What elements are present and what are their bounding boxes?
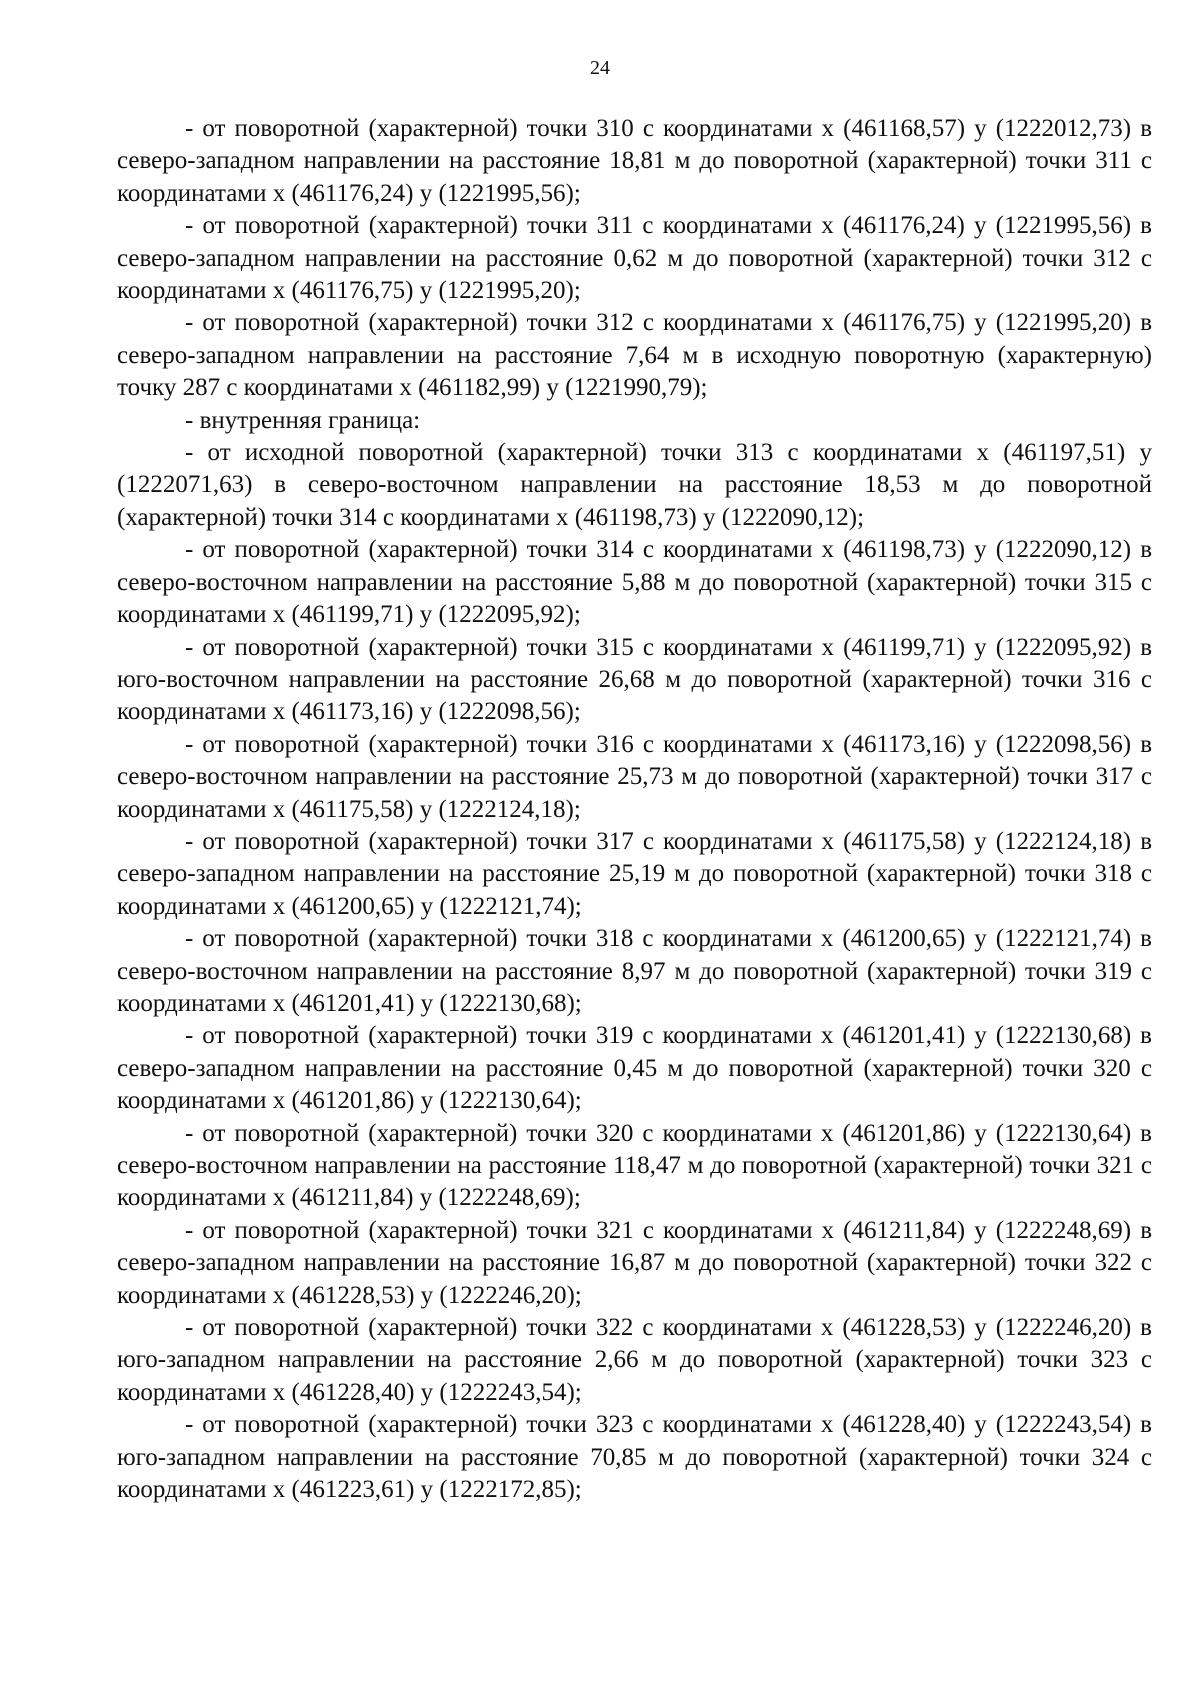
- boundary-segment-310-311: - от поворотной (характерной) точки 310 с координатами х (461168,57) у (1222012,73) в северо-западном направлении на расстояние 18,81 м до поворотной (характерной) точки 311 с координатами х (461176,24) у (1221995,56);: [117, 115, 1152, 207]
- boundary-segment-316-317: - от поворотной (характерной) точки 316 с координатами х (461173,16) у (1222098,56) в северо-восточном направлении на расстояние 25,73 м до поворотной (характерной) точки 317 с координатами х (461175,58) у (1222124,18);: [117, 730, 1152, 823]
- boundary-segment-323-324: - от поворотной (характерной) точки 323 с координатами х (461228,40) у (1222243,54) в юго-западном направлении на расстояние 70,85 м до поворотной (характерной) точки 324 с координатами х (461223,61) у (1222172,85);: [117, 1411, 1152, 1504]
- document-body: [117, 113, 1152, 1506]
- boundary-segment-317-318: - от поворотной (характерной) точки 317 с координатами х (461175,58) у (1222124,18) в северо-западном направлении на расстояние 25,19 м до поворотной (характерной) точки 318 с координатами х (461200,65) у (1222121,74);: [117, 827, 1152, 920]
- boundary-segment-322-323: - от поворотной (характерной) точки 322 с координатами х (461228,53) у (1222246,20) в юго-западном направлении на расстояние 2,66 м до поворотной (характерной) точки 323 с координатами х (461228,40) у (1222243,54);: [117, 1314, 1152, 1406]
- boundary-segment-319-320: - от поворотной (характерной) точки 319 с координатами х (461201,41) у (1222130,68) в северо-западном направлении на расстояние 0,45 м до поворотной (характерной) точки 320 с координатами х (461201,86) у (1222130,64);: [117, 1022, 1152, 1115]
- boundary-segment-320-321: - от поворотной (характерной) точки 320 с координатами х (461201,86) у (1222130,64) в северо-восточном направлении на расстояние 118,47 м до поворотной (характерной) точки 321 с координатами х (461211,84) у (1222248,69);: [117, 1119, 1152, 1212]
- boundary-segment-311-312: - от поворотной (характерной) точки 311 с координатами х (461176,24) у (1221995,56) в северо-западном направлении на расстояние 0,62 м до поворотной (характерной) точки 312 с координатами х (461176,75) у (1221995,20);: [117, 212, 1152, 305]
- boundary-segment-321-322: - от поворотной (характерной) точки 321 с координатами х (461211,84) у (1222248,69) в северо-западном направлении на расстояние 16,87 м до поворотной (характерной) точки 322 с координатами х (461228,53) у (1222246,20);: [117, 1216, 1152, 1309]
- boundary-segment-314-315: - от поворотной (характерной) точки 314 с координатами х (461198,73) у (1222090,12) в северо-восточном направлении на расстояние 5,88 м до поворотной (характерной) точки 315 с координатами х (461199,71) у (1222095,92);: [117, 536, 1152, 629]
- boundary-segment-318-319: - от поворотной (характерной) точки 318 с координатами х (461200,65) у (1222121,74) в северо-восточном направлении на расстояние 8,97 м до поворотной (характерной) точки 319 с координатами х (461201,41) у (1222130,68);: [117, 925, 1152, 1017]
- inner-boundary-heading: - внутренняя граница:: [185, 406, 421, 434]
- page-number: 24: [590, 57, 610, 79]
- boundary-segment-313-314: - от исходной поворотной (характерной) точки 313 с координатами х (461197,51) у (1222071,63) в северо-восточном направлении на расстояние 18,53 м до поворотной (характерной) точки 314 с координатами х (461198,73) у (1222090,12);: [117, 439, 1152, 531]
- boundary-segment-315-316: - от поворотной (характерной) точки 315 с координатами х (461199,71) у (1222095,92) в юго-восточном направлении на расстояние 26,68 м до поворотной (характерной) точки 316 с координатами х (461173,16) у (1222098,56);: [117, 633, 1152, 726]
- boundary-segment-312-287: - от поворотной (характерной) точки 312 с координатами х (461176,75) у (1221995,20) в северо-западном направлении на расстояние 7,64 м в исходную поворотную (характерную) точку 287 с координатами х (461182,99) у (1221990,79);: [117, 309, 1152, 402]
